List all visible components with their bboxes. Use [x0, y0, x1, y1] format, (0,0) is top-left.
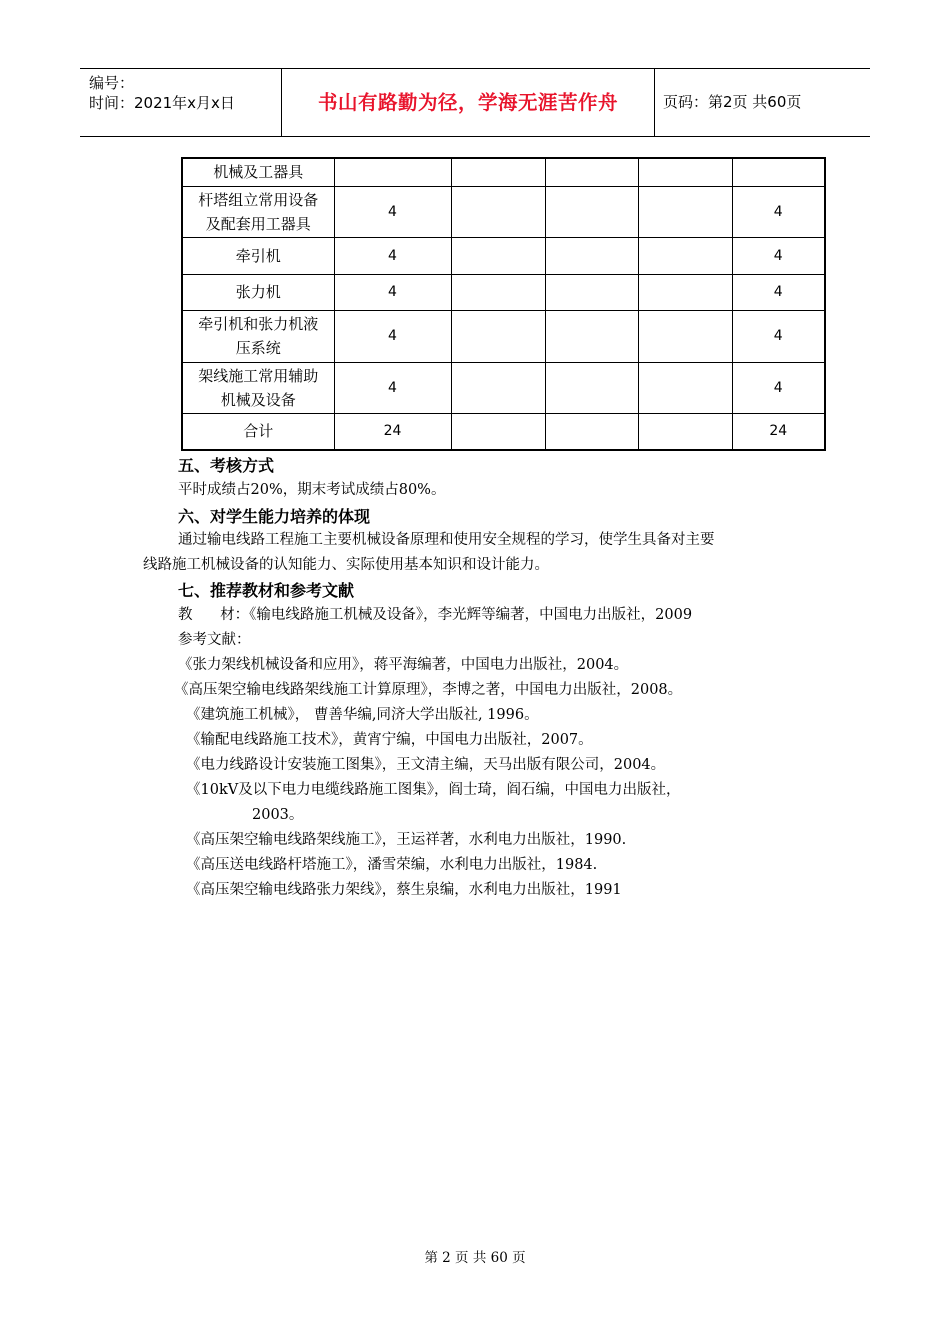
- table-cell: 24: [732, 413, 825, 450]
- table-cell: [451, 274, 545, 310]
- table-cell: [451, 310, 545, 362]
- table-cell: [732, 158, 825, 186]
- section-6-title: 六、对学生能力培养的体现: [178, 507, 371, 526]
- table-cell: [451, 158, 545, 186]
- section-7-title: 七、推荐教材和参考文献: [178, 581, 355, 600]
- header-number: 编号：: [89, 74, 135, 92]
- table-cell: [451, 237, 545, 274]
- document-header: [80, 68, 870, 137]
- table-cell: 4: [732, 186, 825, 237]
- reference-item: 《高压架空输电线路张力架线》，蔡生泉编，水利电力出版社，1991: [186, 882, 622, 898]
- reference-item: 《建筑施工机械》， 曹善华编,同济大学出版社, 1996。: [186, 707, 539, 723]
- section-5-text: 平时成绩占20%，期末考试成绩占80%。: [178, 482, 446, 498]
- table-cell: 24: [334, 413, 451, 450]
- reference-item: 《输配电线路施工技术》，黄宵宁编，中国电力出版社，2007。: [186, 732, 593, 748]
- table-row: [182, 158, 825, 186]
- reference-item: 《高压架空输电线路架线施工计算原理》，李博之著，中国电力出版社，2008。: [174, 682, 683, 698]
- table-cell: [451, 186, 545, 237]
- section-6-text-1: 通过输电线路工程施工主要机械设备原理和使用安全规程的学习，使学生具备对主要: [178, 532, 715, 548]
- table-cell: 4: [732, 274, 825, 310]
- table-cell: [638, 186, 732, 237]
- references-label: 参考文献：: [178, 632, 251, 648]
- table-cell: [638, 237, 732, 274]
- row-name: 架线施工常用辅助 机械及设备: [182, 362, 334, 413]
- section-6-text-2: 线路施工机械设备的认知能力、实际使用基本知识和设计能力。: [143, 557, 549, 573]
- reference-item: 《高压送电线路杆塔施工》，潘雪荣编，水利电力出版社，1984.: [186, 857, 598, 873]
- section-5-title: 五、考核方式: [178, 456, 275, 475]
- table-cell: 4: [732, 237, 825, 274]
- table-cell: 4: [334, 186, 451, 237]
- table-row: [182, 310, 825, 362]
- header-page-info: 页码：第2页 共60页: [663, 93, 802, 111]
- row-name: 牵引机: [182, 237, 334, 274]
- table-cell: [545, 237, 638, 274]
- table-cell: [451, 413, 545, 450]
- table-cell: 4: [334, 310, 451, 362]
- table-cell: [545, 158, 638, 186]
- table-cell: [545, 310, 638, 362]
- table-row: [182, 237, 825, 274]
- reference-item: 《高压架空输电线路架线施工》，王运祥著，水利电力出版社，1990.: [186, 832, 627, 848]
- table-cell: [334, 158, 451, 186]
- table-cell: 4: [334, 362, 451, 413]
- equipment-hours-table: [181, 157, 826, 451]
- table-cell: [545, 413, 638, 450]
- table-cell: [545, 362, 638, 413]
- table-row: [182, 362, 825, 413]
- table-cell: [545, 186, 638, 237]
- row-name: 机械及工器具: [182, 158, 334, 186]
- header-meta: [80, 69, 280, 136]
- row-name: 杆塔组立常用设备 及配套用工器具: [182, 186, 334, 237]
- reference-item: 《10kV及以下电力电缆线路施工图集》，阎士琦，阎石编，中国电力出版社，: [186, 782, 681, 798]
- table-cell: 4: [732, 362, 825, 413]
- table-cell: [638, 413, 732, 450]
- table-cell: 4: [334, 274, 451, 310]
- header-motto: 书山有路勤为径，学海无涯苦作舟: [281, 69, 655, 136]
- page-footer: 第 2 页 共 60 页: [424, 1250, 526, 1266]
- row-name: 牵引机和张力机液 压系统: [182, 310, 334, 362]
- table-cell: [638, 158, 732, 186]
- header-time: 时间：2021年x月x日: [89, 94, 235, 112]
- table-cell: 4: [334, 237, 451, 274]
- table-cell: [638, 274, 732, 310]
- table-row-total: [182, 413, 825, 450]
- reference-item: 《电力线路设计安装施工图集》，王文清主编，天马出版有限公司，2004。: [186, 757, 666, 773]
- reference-item: 《张力架线机械设备和应用》，蒋平海编著，中国电力出版社，2004。: [178, 657, 629, 673]
- table-row: [182, 186, 825, 237]
- table-cell: [638, 362, 732, 413]
- table-cell: [638, 310, 732, 362]
- table-cell: [545, 274, 638, 310]
- reference-item-continued: 2003。: [252, 807, 304, 823]
- table-cell: [451, 362, 545, 413]
- row-name: 合计: [182, 413, 334, 450]
- row-name: 张力机: [182, 274, 334, 310]
- table-row: [182, 274, 825, 310]
- textbook-line: 教 材：《输电线路施工机械及设备》，李光辉等编著，中国电力出版社，2009: [178, 607, 693, 623]
- table-cell: 4: [732, 310, 825, 362]
